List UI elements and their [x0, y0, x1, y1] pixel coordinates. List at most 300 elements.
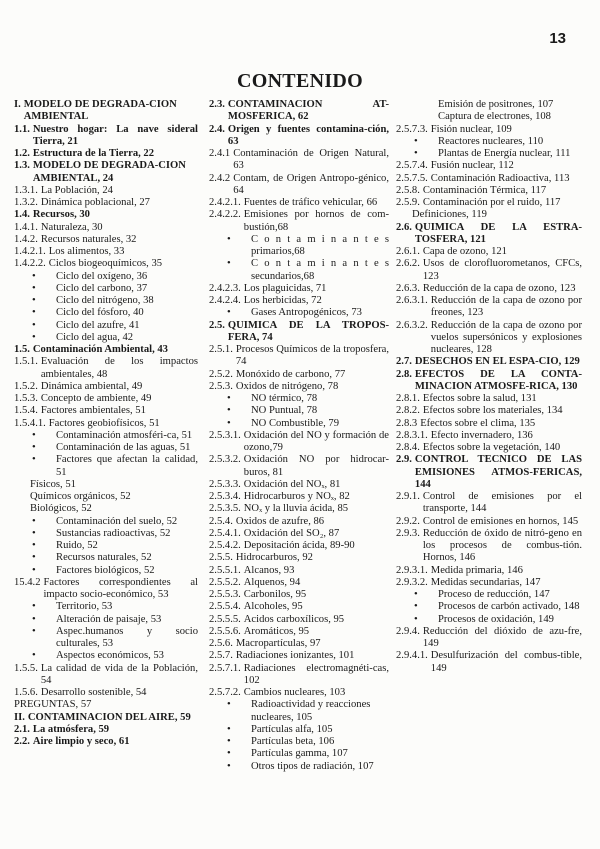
entry-text: Macropartículas, 97 — [235, 638, 321, 649]
toc-bullet-entry — [14, 626, 198, 651]
entry-text: Emisiones por hornos de com-bustión,68 — [243, 209, 389, 233]
section-number: 2.5.4. — [209, 515, 233, 527]
section-number: 2.4.2.3. — [209, 282, 241, 294]
entry-text: Plantas de Energía nuclear, 111 — [438, 148, 571, 159]
toc-bullet-entry — [14, 516, 198, 528]
entry-text: Usos de clorofluorometanos, CFCs, 123 — [422, 258, 582, 282]
entry-text: Oxidos de azufre, 86 — [235, 515, 325, 527]
section-number: 1.5.1. — [14, 356, 38, 368]
toc-entry — [396, 565, 582, 577]
toc-entry — [14, 160, 198, 185]
entry-text: Reducción de la capa de ozono, 123 — [422, 282, 576, 294]
entry-text: Control de emisiones en hornos, 145 — [422, 515, 579, 527]
toc-entry — [209, 344, 389, 369]
section-number: 1.3.1. — [14, 184, 38, 196]
entry-text: NO térmico, 78 — [251, 393, 318, 404]
toc-entry — [396, 295, 582, 320]
entry-text: Medida primaria, 146 — [430, 564, 523, 576]
toc-entry — [14, 663, 198, 688]
entry-text: Los plaguicidas, 71 — [243, 282, 327, 294]
entry-text: Efectos sobre los materiales, 134 — [422, 405, 563, 417]
toc-bullet-entry — [396, 148, 582, 160]
section-number: 2.9.1. — [396, 491, 420, 502]
toc-entry — [14, 222, 198, 234]
entry-text: La atmósfera, 59 — [32, 723, 110, 735]
entry-text: Otros tipos de radiación, 107 — [251, 760, 374, 772]
entry-text: Oxidación NO por hidrocar-buros, 81 — [243, 454, 389, 478]
entry-text: Contaminación Radioactiva, 113 — [430, 172, 570, 184]
section-number: 2.8.3 — [396, 417, 418, 429]
toc-entry — [209, 528, 389, 540]
section-number: 2.9. — [396, 454, 412, 466]
toc-bullet-entry — [14, 320, 198, 332]
section-number: 2.4.2.2. — [209, 209, 241, 221]
page-title: CONTENIDO — [236, 70, 364, 92]
toc-entry — [14, 148, 198, 160]
entry-text: La calidad de vida de la Población, 54 — [40, 662, 198, 686]
bullet-marker: • — [227, 699, 231, 711]
toc-bullet-entry — [396, 589, 582, 601]
entry-text: NO Combustible, 79 — [251, 417, 339, 429]
entry-text: La Población, 24 — [40, 184, 113, 196]
toc-bullet-entry — [209, 393, 389, 405]
bullet-marker: • — [32, 282, 36, 294]
entry-text: Monóxido de carbono, 77 — [235, 368, 346, 380]
bullet-marker: • — [32, 527, 36, 539]
entry-text: Oxidación del NO y formación de ozono,79 — [243, 429, 389, 453]
toc-bullet-entry — [14, 528, 198, 540]
toc-bullet-entry — [14, 552, 198, 564]
section-number: 2.6.3.2. — [396, 319, 428, 331]
entry-text: Ciclos biogeoquímicos, 35 — [48, 258, 163, 270]
bullet-marker: • — [32, 454, 36, 466]
section-number: 1.2. — [14, 148, 30, 159]
entry-text: Efectos sobre la vegetación, 140 — [422, 442, 561, 453]
toc-column-1 — [14, 99, 198, 748]
entry-text: Reducción de la capa de ozono por freones, 123 — [430, 295, 582, 319]
section-number: 1.5.5. — [14, 662, 38, 674]
toc-entry — [209, 454, 389, 479]
toc-bullet-entry — [209, 405, 389, 417]
entry-text: Control de emisiones por el transporte, 144 — [422, 491, 582, 515]
section-number: 2.5.6. — [209, 638, 233, 649]
bullet-marker: • — [227, 736, 231, 747]
entry-text: Ciclo del azufre, 41 — [56, 319, 140, 331]
entry-text: Efectos sobre el clima, 135 — [420, 417, 536, 429]
entry-text: QUIMICA DE LA TROPOS-FERA, 74 — [227, 319, 389, 343]
toc-entry — [209, 491, 389, 503]
toc-entry — [209, 626, 389, 638]
section-number: 2.5.9. — [396, 197, 420, 208]
toc-entry — [14, 246, 198, 258]
toc-entry — [209, 552, 389, 564]
toc-entry — [14, 344, 198, 356]
toc-entry — [14, 393, 198, 405]
toc-bullet-entry — [14, 283, 198, 295]
section-number: 2.6.3. — [396, 282, 420, 294]
entry-text: Factores biológicos, 52 — [56, 564, 155, 576]
toc-entry — [396, 418, 582, 430]
section-number: 2.5.8. — [396, 184, 420, 196]
toc-entry — [396, 650, 582, 675]
toc-entry — [396, 222, 582, 247]
section-number: 1.3. — [14, 160, 30, 172]
section-number: 2.9.4.1. — [396, 650, 428, 662]
entry-text: Recursos naturales, 52 — [56, 552, 152, 564]
entry-text: NO Puntual, 78 — [251, 405, 318, 417]
entry-text: Procesos Químicos de la troposfera, 74 — [235, 344, 389, 368]
section-number: 2.5.7.4. — [396, 160, 428, 172]
bullet-marker: • — [32, 442, 36, 453]
toc-bullet-entry — [14, 430, 198, 442]
toc-entry — [209, 209, 389, 234]
section-number: 2.5.3.1. — [209, 429, 241, 441]
bullet-marker: • — [227, 760, 231, 772]
toc-entry — [14, 699, 198, 711]
entry-text: Los alimentos, 33 — [48, 246, 125, 257]
section-number: II. — [14, 711, 25, 723]
toc-entry — [14, 185, 198, 197]
toc-entry — [396, 577, 582, 589]
entry-text: Los herbicidas, 72 — [243, 295, 322, 306]
entry-text: Procesos de carbón activado, 148 — [438, 601, 580, 613]
section-number: 2.5.7.2. — [209, 687, 241, 698]
toc-entry — [209, 381, 389, 393]
bullet-marker: • — [32, 601, 36, 613]
toc-entry — [209, 99, 389, 124]
entry-text: MODELO DE DEGRADA-CION AMBIENTAL, 24 — [32, 160, 186, 184]
entry-text: Partículas alfa, 105 — [251, 723, 333, 735]
entry-text: C o n t a m i n a n t e s secundarios,68 — [251, 258, 389, 282]
section-number: 1.4.1. — [14, 221, 38, 233]
entry-text: Evaluación de los impactos ambientales, 48 — [40, 356, 198, 380]
entry-text: Proceso de reducción, 147 — [438, 589, 550, 600]
entry-text: Aspectos económicos, 53 — [56, 650, 164, 662]
bullet-marker: • — [32, 331, 36, 343]
bullet-marker: • — [32, 552, 36, 564]
section-number: 2.5.3.3. — [209, 478, 241, 490]
toc-entry — [209, 540, 389, 552]
section-number: 2.5.5.3. — [209, 589, 241, 600]
toc-bullet-entry — [14, 540, 198, 552]
entry-text: MODELO DE DEGRADA-CION AMBIENTAL — [23, 99, 177, 123]
bullet-marker: • — [32, 613, 36, 625]
section-number: 2.8. — [396, 368, 412, 380]
entry-text: EFECTOS DE LA CONTA-MINACION ATMOSFE-RICA, 130 — [414, 368, 582, 392]
toc-entry — [396, 369, 582, 394]
bullet-marker: • — [32, 625, 36, 637]
entry-text: Contaminación atmosféri-ca, 51 — [56, 429, 193, 441]
toc-entry — [396, 430, 582, 442]
entry-text: Depositación ácida, 89-90 — [243, 540, 355, 551]
section-number: 2.8.1. — [396, 393, 420, 404]
section-number: 2.5.7. — [209, 650, 233, 662]
entry-text: Ciclo del carbono, 37 — [56, 282, 148, 294]
toc-entry — [209, 565, 389, 577]
toc-bullet-entry — [14, 332, 198, 344]
section-number: 2.5.1. — [209, 344, 233, 355]
bullet-marker: • — [32, 270, 36, 282]
entry-text: Biológicos, 52 — [30, 503, 92, 515]
toc-entry — [14, 491, 198, 503]
toc-entry — [396, 405, 582, 417]
section-number: 1.5.2. — [14, 380, 38, 392]
section-number: 1.1. — [14, 123, 30, 135]
bullet-marker: • — [32, 540, 36, 551]
toc-entry — [209, 638, 389, 650]
toc-entry — [209, 479, 389, 491]
entry-text: Reducción de óxido de nitró-geno en los procesos de combus-tión. Hornos, 146 — [422, 527, 582, 564]
entry-text: Carbonilos, 95 — [243, 589, 307, 600]
entry-text: PREGUNTAS, 57 — [14, 699, 92, 711]
toc-entry — [209, 320, 389, 345]
section-number: 2.9.3.1. — [396, 564, 428, 576]
entry-text: Acidos carboxílicos, 95 — [243, 613, 345, 625]
section-number: 2.5.2. — [209, 368, 233, 380]
toc-column-2 — [209, 99, 389, 773]
toc-entry — [396, 626, 582, 651]
entry-text: CONTAMINACION DEL AIRE, 59 — [27, 711, 191, 723]
section-number: 2.9.3. — [396, 527, 420, 539]
entry-text: CONTAMINACION AT-MOSFERICA, 62 — [227, 99, 389, 123]
entry-text: Aspec.humanos y socio culturales, 53 — [56, 625, 198, 649]
toc-entry — [14, 209, 198, 221]
entry-text: Aromáticos, 95 — [243, 625, 310, 637]
toc-entry — [396, 209, 582, 221]
entry-text: Hidrocarburos y NOₓ, 82 — [243, 491, 350, 502]
entry-text: QUIMICA DE LA ESTRA-TOSFERA, 121 — [414, 221, 582, 245]
entry-text: Territorio, 53 — [56, 601, 113, 613]
toc-bullet-entry — [396, 136, 582, 148]
toc-entry — [209, 430, 389, 455]
entry-text: Desulfurización del combus-tible, 149 — [430, 650, 582, 674]
section-number: 2.1. — [14, 723, 30, 735]
bullet-marker: • — [32, 307, 36, 319]
bullet-marker: • — [227, 393, 231, 404]
section-number: 2.8.3.1. — [396, 429, 428, 441]
toc-bullet-entry — [14, 454, 198, 479]
section-number: 1.4.2.2. — [14, 258, 46, 270]
toc-entry — [209, 650, 389, 662]
section-number: 2.5.5.6. — [209, 625, 241, 637]
entry-text: Contaminación de Origen Natural, 63 — [233, 148, 389, 172]
toc-entry — [14, 405, 198, 417]
toc-entry — [14, 124, 198, 149]
bullet-marker: • — [227, 307, 231, 319]
entry-text: Radioactividad y reacciones nucleares, 105 — [251, 699, 371, 723]
toc-bullet-entry — [14, 442, 198, 454]
entry-text: Emisión de positrones, 107 — [438, 99, 554, 110]
section-number: 2.5.7.1. — [209, 662, 241, 674]
entry-text: Alquenos, 94 — [243, 576, 301, 588]
entry-text: Dinámica ambiental, 49 — [40, 380, 143, 392]
toc-bullet-entry — [209, 307, 389, 319]
entry-text: Oxidación del SO₂, 87 — [243, 527, 340, 539]
entry-text: Reducción del dióxido de azu-fre, 149 — [422, 625, 582, 649]
toc-entry — [396, 124, 582, 136]
section-number: 2.4.2 — [209, 172, 231, 184]
section-number: 2.6.2. — [396, 258, 420, 270]
entry-text: Contaminación Ambiental, 43 — [32, 344, 168, 355]
section-number: 1.5.4. — [14, 405, 38, 417]
toc-entry — [396, 197, 582, 209]
toc-bullet-entry — [209, 724, 389, 736]
entry-text: Hidrocarburos, 92 — [235, 552, 313, 564]
entry-text: C o n t a m i n a n t e s primarios,68 — [251, 233, 389, 257]
entry-text: Alteración de paisaje, 53 — [56, 613, 162, 625]
entry-text: Efecto invernadero, 136 — [430, 429, 533, 441]
entry-text: Estructura de la Tierra, 22 — [32, 148, 155, 159]
entry-text: Medidas secundarias, 147 — [430, 576, 541, 588]
bullet-marker: • — [227, 748, 231, 760]
entry-text: Radiaciones ionizantes, 101 — [235, 650, 355, 662]
entry-text: Nuestro hogar: La nave sideral Tierra, 21 — [32, 123, 198, 147]
toc-entry — [14, 687, 198, 699]
bullet-marker: • — [32, 650, 36, 662]
entry-text: Reactores nucleares, 110 — [438, 135, 544, 147]
toc-entry — [14, 197, 198, 209]
toc-entry — [14, 479, 198, 491]
bullet-marker: • — [414, 135, 418, 147]
toc-entry — [14, 712, 198, 724]
entry-text: Aire limpio y seco, 61 — [32, 736, 130, 747]
section-number: 2.6.1. — [396, 246, 420, 257]
toc-bullet-entry — [209, 699, 389, 724]
toc-entry — [396, 160, 582, 172]
section-number: 1.4.2.1. — [14, 246, 46, 257]
section-number: 2.6. — [396, 221, 412, 233]
bullet-marker: • — [227, 417, 231, 429]
entry-text: Naturaleza, 30 — [40, 221, 103, 233]
section-number: 2.9.3.2. — [396, 576, 428, 588]
section-number: 1.3.2. — [14, 197, 38, 208]
toc-entry — [396, 516, 582, 528]
entry-text: Cambios nucleares, 103 — [243, 687, 346, 698]
section-number: 2.9.4. — [396, 625, 420, 637]
toc-entry — [396, 442, 582, 454]
entry-text: Captura de electrones, 108 — [438, 111, 551, 123]
toc-entry — [396, 528, 582, 565]
section-number: 2.5. — [209, 319, 225, 331]
toc-entry — [396, 185, 582, 197]
toc-entry — [396, 173, 582, 185]
entry-text: Recursos, 30 — [32, 209, 90, 221]
toc-bullet-entry — [14, 601, 198, 613]
section-number: 2.4.1 — [209, 148, 231, 159]
entry-text: DESECHOS EN EL ESPA-CIO, 129 — [414, 356, 580, 368]
toc-entry — [14, 234, 198, 246]
section-number: 2.5.5.1. — [209, 564, 241, 576]
toc-entry — [209, 663, 389, 688]
toc-entry — [396, 99, 582, 111]
section-number: 1.5.4.1. — [14, 417, 46, 429]
section-number: 2.5.7.5. — [396, 172, 428, 184]
entry-text: Contaminación del suelo, 52 — [56, 515, 178, 527]
toc-entry — [209, 516, 389, 528]
entry-text: Procesos de oxidación, 149 — [438, 613, 554, 625]
toc-entry — [396, 111, 582, 123]
section-number: 2.7. — [396, 356, 412, 368]
toc-bullet-entry — [396, 601, 582, 613]
bullet-marker: • — [32, 564, 36, 576]
entry-text: Factores correspondientes al impacto socio-económico, 53 — [43, 576, 198, 600]
entry-text: Fisión nuclear, 109 — [430, 123, 512, 135]
section-number: 2.6.3.1. — [396, 295, 428, 306]
section-number: 2.5.3.4. — [209, 491, 241, 502]
entry-text: Sustancias radioactivas, 52 — [56, 527, 171, 539]
toc-bullet-entry — [14, 295, 198, 307]
entry-text: Ciclo del nitrógeno, 38 — [56, 295, 154, 306]
section-number: 2.5.7.3. — [396, 123, 428, 135]
entry-text: Factores ambientales, 51 — [40, 405, 146, 417]
toc-bullet-entry — [396, 614, 582, 626]
section-number: 2.4.2.4. — [209, 295, 241, 306]
bullet-marker: • — [32, 515, 36, 527]
entry-text: Fuentes de tráfico vehicular, 66 — [243, 197, 378, 208]
entry-text: Contaminación por el ruido, 117 — [422, 197, 561, 208]
entry-text: Partículas beta, 106 — [251, 736, 335, 747]
toc-entry — [14, 724, 198, 736]
entry-text: Origen y fuentes contamina-ción, 63 — [227, 123, 389, 147]
section-number: 1.5.6. — [14, 687, 38, 698]
toc-bullet-entry — [209, 234, 389, 259]
section-number: 2.5.3.2. — [209, 454, 241, 466]
bullet-marker: • — [414, 589, 418, 600]
toc-entry — [396, 258, 582, 283]
toc-bullet-entry — [14, 650, 198, 662]
bullet-marker: • — [32, 319, 36, 331]
bullet-marker: • — [32, 429, 36, 441]
section-number: 1.5. — [14, 344, 30, 355]
entry-text: Oxidación del NOₓ, 81 — [243, 478, 341, 490]
entry-text: Concepto de ambiente, 49 — [40, 393, 152, 404]
entry-text: Contam, de Origen Antropo-génico, 64 — [233, 172, 389, 196]
toc-entry — [14, 99, 198, 124]
toc-entry — [209, 601, 389, 613]
entry-text: Alcoholes, 95 — [243, 601, 303, 613]
entry-text: Reducción de la capa de ozono por vuelos supersónicos y explosiones nucleares, 128 — [430, 319, 582, 355]
section-number: 2.5.4.2. — [209, 540, 241, 551]
toc-entry — [14, 258, 198, 270]
toc-entry — [209, 503, 389, 515]
section-number: 1.4. — [14, 209, 30, 221]
entry-text: Factores que afectan la calidad, 51 — [56, 454, 198, 478]
toc-entry — [209, 148, 389, 173]
toc-entry — [209, 577, 389, 589]
section-number: 2.8.2. — [396, 405, 420, 417]
toc-bullet-entry — [209, 748, 389, 760]
section-number: 2.5.5.5. — [209, 613, 241, 625]
section-number: 2.4.2.1. — [209, 197, 241, 208]
entry-text: Capa de ozono, 121 — [422, 246, 507, 257]
bullet-marker: • — [227, 233, 231, 245]
toc-entry — [209, 124, 389, 149]
toc-entry — [209, 369, 389, 381]
entry-text: CONTROL TECNICO DE LAS EMISIONES ATMOS-FERICAS, 144 — [414, 454, 582, 490]
toc-entry — [209, 589, 389, 601]
entry-text: Gases Antropogénicos, 73 — [251, 307, 362, 319]
bullet-marker: • — [227, 258, 231, 270]
toc-entry — [396, 356, 582, 368]
entry-text: Ciclo del agua, 42 — [56, 331, 134, 343]
entry-text: Contaminación de las aguas, 51 — [56, 442, 191, 453]
toc-bullet-entry — [209, 736, 389, 748]
toc-entry — [396, 283, 582, 295]
entry-text: Desarrollo sostenible, 54 — [40, 687, 147, 698]
section-number: I. — [14, 99, 21, 110]
bullet-marker: • — [414, 601, 418, 613]
toc-bullet-entry — [14, 271, 198, 283]
